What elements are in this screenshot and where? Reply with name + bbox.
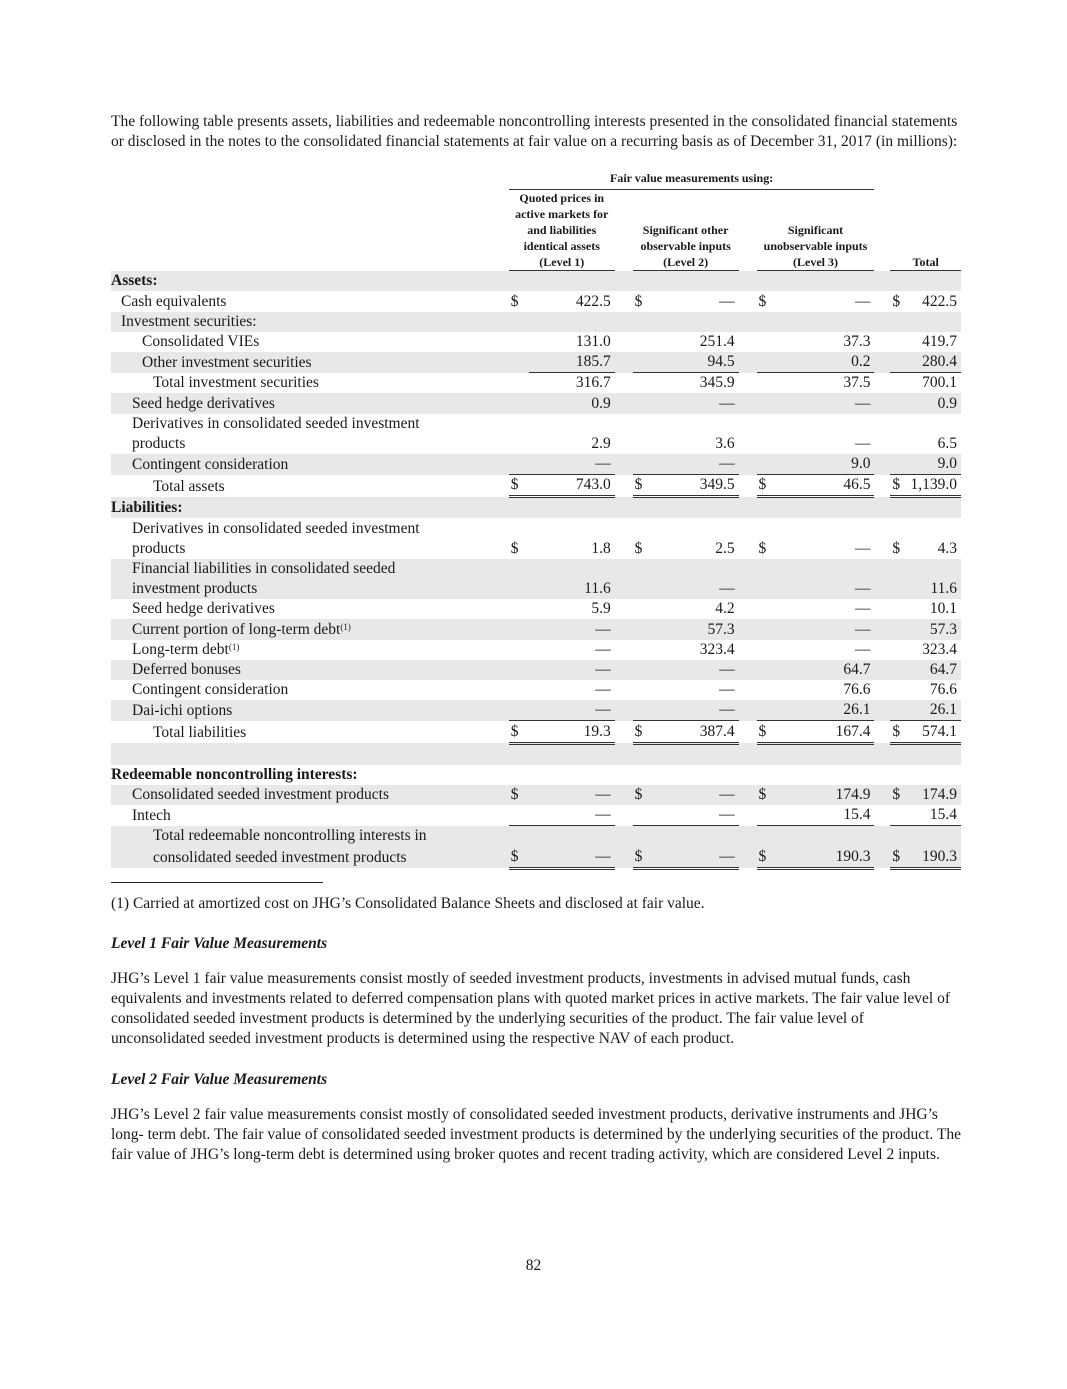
column-header-total: Total <box>890 190 961 271</box>
intro-paragraph: The following table presents assets, liabilities and redeemable noncontrolling interests presented in the consolidated financial statements or disclosed in the notes to the consolidated financial statements at fair value on a recurring basis as of December 31, 2017 (in millions): <box>111 113 958 150</box>
table-row-total-investment-securities: Total investment securities 316.7 345.9 37.5 700.1 <box>153 374 957 392</box>
page-number: 82 <box>525 1257 542 1274</box>
table-spacer-row <box>111 743 961 765</box>
group-header: Fair value measurements using: <box>509 168 875 190</box>
table-row-derivatives-assets-line1: Derivatives in consolidated seeded investment <box>132 414 420 432</box>
section-redeemable-noncontrolling-interests: Redeemable noncontrolling interests: <box>111 765 358 783</box>
table-row-long-term-debt: Long-term debt$^{(1)}$ — 323.4 — 323.4 <box>132 640 957 658</box>
table-row-consolidated-seeded-investment-products: Consolidated seeded investment products $ — $ — $ 174.9 $ 174.9 <box>111 785 961 805</box>
column-header-level1: Quoted prices in active markets for and liabilities identical assets (Level 1) <box>509 190 615 271</box>
table-row-total-assets: Total assets $ 743.0 $ 349.5 $ 46.5 $ 1,139.0 <box>111 475 961 497</box>
section-assets: Assets: <box>111 271 961 292</box>
table-row-intech: Intech — — 15.4 15.4 <box>111 805 961 826</box>
table-row-seed-hedge-derivatives-liabilities: Seed hedge derivatives 5.9 4.2 — 10.1 <box>132 600 957 618</box>
table-row-contingent-consideration-assets: Contingent consideration — — 9.0 9.0 <box>111 454 961 475</box>
table-row-other-investment-securities: Other investment securities 185.7 94.5 0.2 280.4 <box>111 352 961 373</box>
column-header-level3: Significant unobservable inputs (Level 3) <box>757 190 875 271</box>
column-header-level2: Significant other observable inputs (Level 2) <box>633 190 739 271</box>
table-row-total-rnci: consolidated seeded investment products $ — $ — $ 190.3 $ 190.3 <box>111 846 961 868</box>
table-row-total-rnci-line1: Total redeemable noncontrolling interests in <box>111 826 961 847</box>
level2-heading: Level 2 Fair Value Measurements <box>111 1070 328 1088</box>
table-row-derivatives-liabilities: products $ 1.8 $ 2.5 $ — $ 4.3 <box>132 539 957 557</box>
footnote-divider <box>111 882 323 883</box>
table-row-seed-hedge-derivatives-assets: Seed hedge derivatives 0.9 — — 0.9 <box>111 393 961 413</box>
footnote: (1) Carried at amortized cost on JHG’s Consolidated Balance Sheets and disclosed at fair value. <box>111 894 705 912</box>
table-row-derivatives-liabilities-line1: Derivatives in consolidated seeded investment <box>132 519 420 537</box>
table-row-current-portion-long-term-debt: Current portion of long-term debt$^{(1)}$ — 57.3 — 57.3 <box>111 619 961 639</box>
table-row-total-liabilities: Total liabilities $ 19.3 $ 387.4 $ 167.4 $ 574.1 <box>111 721 961 743</box>
level1-heading: Level 1 Fair Value Measurements <box>111 934 328 952</box>
table-row-contingent-consideration-liabilities: Contingent consideration — — 76.6 76.6 <box>132 681 957 699</box>
level1-paragraph: JHG’s Level 1 fair value measurements consist mostly of seeded investment products, investments in advised mutual funds, cash equivalents and investments related to deferred compensation plans with quoted market prices in active markets. The fair value level of consolidated seeded investment products is determined by the underlying securities of the product. The fair value level of unconsolidated seeded investment products is determined using the respective NAV of each product. <box>111 969 951 1047</box>
table-row-derivatives-assets: products 2.9 3.6 — 6.5 <box>132 434 957 452</box>
table-row-deferred-bonuses: Deferred bonuses — — 64.7 64.7 <box>111 660 961 680</box>
section-liabilities: Liabilities: <box>111 497 961 519</box>
table-row-financial-liabilities: investment products 11.6 — — 11.6 <box>111 579 961 599</box>
table-row-dai-ichi-options: Dai-ichi options — — 26.1 26.1 <box>111 700 961 721</box>
table-row-consolidated-vies: Consolidated VIEs 131.0 251.4 37.3 419.7 <box>142 332 957 350</box>
fair-value-table <box>111 168 961 870</box>
level2-paragraph: JHG’s Level 2 fair value measurements consist mostly of consolidated seeded investment products, derivative instruments and JHG’s long- term debt. The fair value of consolidated seeded investment products is determined by the underlying securities of the product. The fair value of JHG’s long-term debt is determined using broker quotes and recent trading activity, which are considered Level 2 inputs. <box>111 1105 961 1163</box>
table-row-financial-liabilities-line1: Financial liabilities in consolidated seeded <box>111 559 961 579</box>
table-row-cash-equivalents: Cash equivalents $ 422.5 $ — $ — $ 422.5 <box>121 292 957 310</box>
table-row-investment-securities: Investment securities: <box>111 312 961 332</box>
document-page <box>111 112 961 1165</box>
